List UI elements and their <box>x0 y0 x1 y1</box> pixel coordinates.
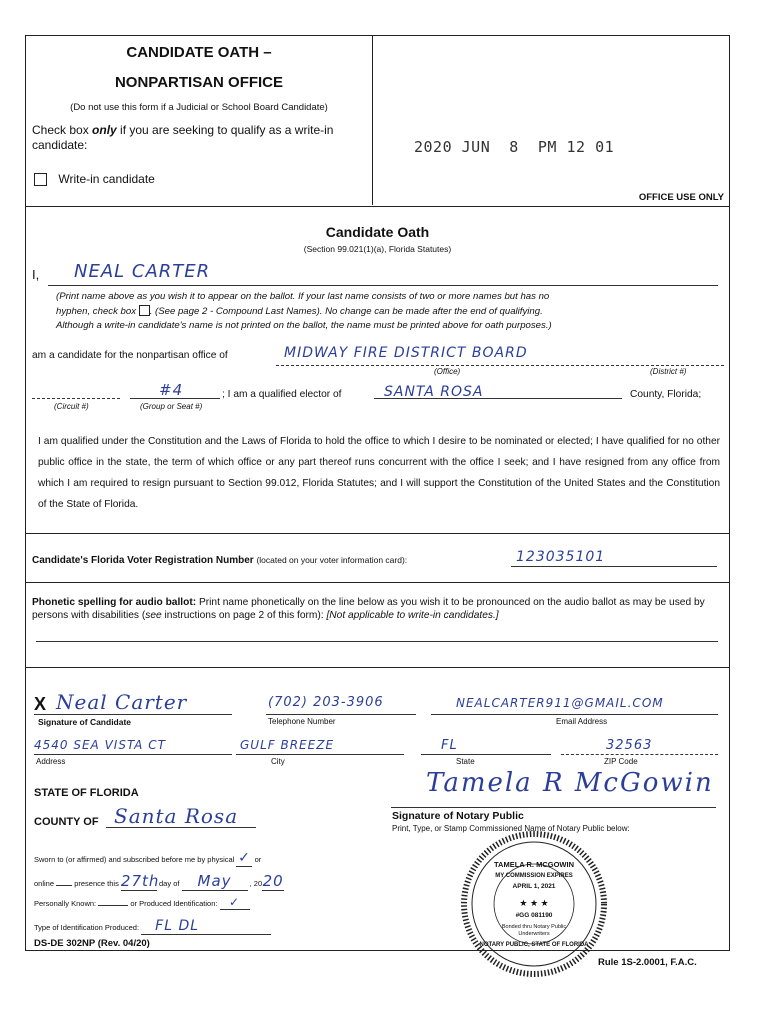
form-note: (Do not use this form if a Judicial or School Board Candidate) <box>70 102 328 113</box>
i-label: I, <box>32 267 40 282</box>
voter-label-row <box>32 555 407 566</box>
seal-state: NOTARY PUBLIC, STATE OF FLORIDA <box>479 942 589 948</box>
form-id: DS-DE 302NP (Rev. 04/20) <box>34 938 150 949</box>
sworn-line <box>34 850 261 867</box>
notary-signature-caption: Signature of Notary Public <box>392 810 524 822</box>
day-value[interactable]: 27th <box>120 872 160 890</box>
seal-bonded: Bonded thru Notary Public Underwriters <box>501 924 567 937</box>
email-value[interactable]: NEALCARTER911@GMAIL.COM <box>456 696 664 710</box>
check-instruction-emphasis: only <box>92 123 117 137</box>
form-title-line2: NONPARTISAN OFFICE <box>114 74 284 91</box>
phonetic-text2: instructions on page 2 of this form): <box>161 610 327 621</box>
compound-name-checkbox[interactable] <box>139 305 150 316</box>
candidate-signature[interactable]: Neal Carter <box>56 690 188 714</box>
year-value[interactable]: 20 <box>262 872 284 890</box>
physical-check[interactable]: ✓ <box>238 850 251 866</box>
state-value[interactable]: FL <box>441 738 458 753</box>
online-label: online <box>34 879 55 888</box>
phone-value[interactable]: (702) 203-3906 <box>268 695 384 710</box>
known-line <box>34 895 250 910</box>
phonetic-input-line[interactable] <box>36 633 718 642</box>
candidate-oath-form <box>25 35 730 951</box>
year-prefix: , 20 <box>249 879 263 888</box>
phonetic-instructions <box>32 596 726 622</box>
check-instruction-pre: Check box <box>32 123 93 137</box>
phonetic-note: [Not applicable to write-in candidates.] <box>326 610 499 621</box>
oath-paragraph: I am qualified under the Constitution and the Laws of Florida to hold the office to which I desire to be nominated or elected; I have qualified for no other public office in the state, the term of which office or any part thereof runs concurrent with the office I seek; and I have resigned from any office from which I am required to resign pursuant to Section 99.012, Florida Statutes; and I will support the Constitution of the United States and the Constitution of the State of Florida. <box>38 436 720 510</box>
known-label: Personally Known: <box>34 899 97 908</box>
x-mark: X <box>34 694 47 714</box>
candidate-name[interactable]: NEAL CARTER <box>74 261 211 282</box>
oath-statute: (Section 99.021(1)(a), Florida Statutes) <box>303 244 452 254</box>
office-use-label: OFFICE USE ONLY <box>638 192 724 203</box>
notary-seal <box>460 830 608 978</box>
office-caption: (Office) <box>434 367 461 376</box>
day-of-label: day of <box>159 879 180 888</box>
address-caption: Address <box>36 757 66 766</box>
online-blank[interactable] <box>56 885 72 886</box>
signature-caption: Signature of Candidate <box>38 717 132 727</box>
received-stamp: 2020 JUN 8 PM 12 01 <box>414 138 615 156</box>
voter-number[interactable]: 123035101 <box>516 549 606 565</box>
known-blank[interactable] <box>98 905 128 906</box>
writein-checkbox[interactable] <box>34 173 47 186</box>
seal-star-icon: ★ ★ ★ <box>519 898 549 908</box>
voter-hint: (located on your voter information card): <box>256 555 408 565</box>
voter-label: Candidate's Florida Voter Registration Number <box>32 555 254 566</box>
email-caption: Email Address <box>556 717 608 726</box>
notary-state: STATE OF FLORIDA <box>34 787 139 799</box>
circuit-line <box>32 388 120 399</box>
seal-name: TAMELA R. MCGOWIN <box>494 860 574 869</box>
county-value[interactable]: SANTA ROSA <box>384 384 484 400</box>
seal-number: #GG 081190 <box>515 912 553 919</box>
circuit-caption: (Circuit #) <box>54 402 89 411</box>
notary-signature[interactable]: Tamela R McGowin <box>426 768 714 798</box>
oath-section <box>26 207 729 534</box>
form-title-line1: CANDIDATE OATH – <box>126 44 272 61</box>
presence-label: presence this <box>74 879 119 888</box>
seal-date: APRIL 1, 2021 <box>512 883 556 890</box>
office-lead: am a candidate for the nonpartisan office of <box>32 350 228 361</box>
elector-text: ; I am a qualified elector of <box>222 389 342 400</box>
signature-section <box>26 668 729 950</box>
group-value[interactable]: #4 <box>159 381 184 399</box>
header-left <box>26 36 373 205</box>
zip-value[interactable]: 32563 <box>606 738 653 753</box>
voter-registration-section <box>26 534 729 583</box>
id-type-value[interactable]: FL DL <box>141 918 271 935</box>
writein-label: Write-in candidate <box>58 172 155 186</box>
phonetic-label: Phonetic spelling for audio ballot: <box>32 597 197 608</box>
id-type-label: Type of Identification Produced: <box>34 923 140 932</box>
notary-county-label: COUNTY OF <box>34 816 99 828</box>
city-value[interactable]: GULF BREEZE <box>240 738 335 752</box>
seal-commission: MY COMMISSION EXPIRES <box>495 873 573 879</box>
phonetic-section <box>26 583 729 668</box>
month-value[interactable]: May <box>182 872 248 891</box>
district-caption: (District #) <box>650 367 687 376</box>
id-type-line <box>34 918 271 935</box>
zip-caption: ZIP Code <box>604 757 638 766</box>
print-instructions <box>56 290 724 334</box>
notary-county-value[interactable]: Santa Rosa <box>114 804 239 828</box>
produced-check[interactable]: ✓ <box>220 895 250 910</box>
county-suffix: County, Florida; <box>630 389 702 400</box>
print-instruction-3: Although a write-in candidate's name is not printed on the ballot, the name must be printed above for oath purposes.) <box>56 320 552 331</box>
check-instruction <box>32 123 366 153</box>
state-caption: State <box>456 757 475 766</box>
phonetic-see: see <box>145 610 162 621</box>
phone-caption: Telephone Number <box>268 717 336 726</box>
phonetic-text: Print name phonetically on the line below as you wish it to be pronounced on the audio ballot as may be used by persons with disabilities ( <box>32 597 705 621</box>
sworn-text: Sworn to (or affirmed) and subscribed before me by physical <box>34 855 235 864</box>
notary-print-caption: Print, Type, or Stamp Commissioned Name of Notary Public below: <box>392 824 630 833</box>
print-instruction-2b: . (See page 2 - Compound Last Names). No change can be made after the end of qualifying. <box>149 305 543 317</box>
sworn-or: or <box>254 855 262 864</box>
header-section <box>26 36 729 207</box>
check-instruction-post: if you are seeking to qualify as a write-in candidate: <box>32 123 334 152</box>
print-instruction-1: (Print name above as you wish it to appear on the ballot. If your last name consists of two or more names but has no <box>56 291 550 302</box>
produced-label: or Produced Identification: <box>130 899 218 908</box>
writein-option[interactable] <box>34 172 155 186</box>
city-caption: City <box>271 757 285 766</box>
group-caption: (Group or Seat #) <box>140 402 203 411</box>
presence-line <box>34 872 284 891</box>
rule-reference: Rule 1S-2.0001, F.A.C. <box>598 957 697 968</box>
print-instruction-2a: hyphen, check box <box>56 305 137 317</box>
oath-title: Candidate Oath <box>325 224 430 240</box>
office-value[interactable]: MIDWAY FIRE DISTRICT BOARD <box>284 345 528 361</box>
address-value[interactable]: 4540 SEA VISTA CT <box>34 738 166 752</box>
